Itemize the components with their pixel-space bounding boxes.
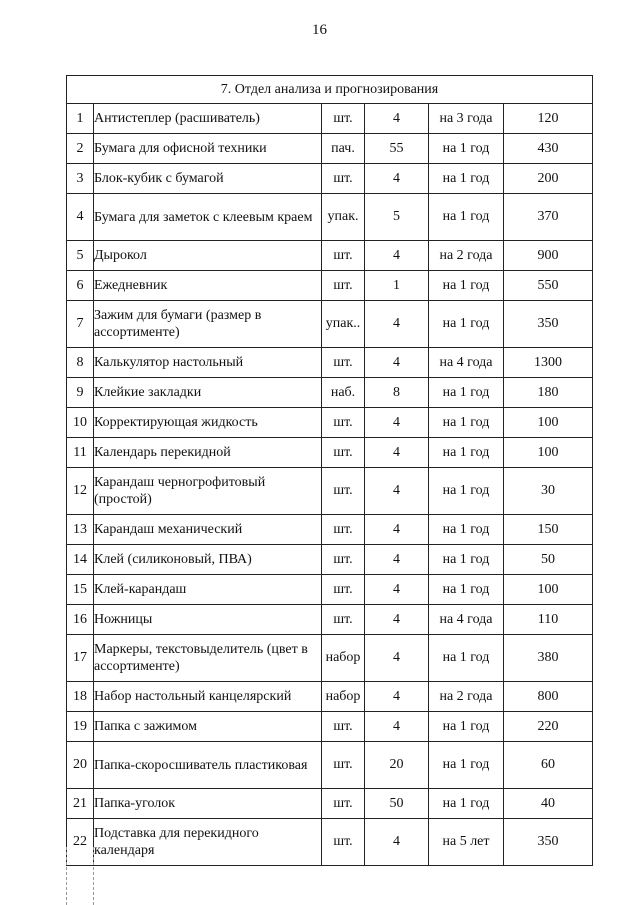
item-name: Набор настольный канцелярский <box>94 682 322 712</box>
item-name: Ножницы <box>94 605 322 635</box>
table-row <box>67 605 593 635</box>
item-name: Бумага для офисной техники <box>94 134 322 164</box>
item-unit: шт. <box>322 271 365 301</box>
item-unit: упак. <box>322 194 365 241</box>
row-number: 20 <box>67 742 94 789</box>
item-term: на 1 год <box>429 468 504 515</box>
item-quantity: 50 <box>365 789 429 819</box>
table-row <box>67 194 593 241</box>
item-quantity: 5 <box>365 194 429 241</box>
item-quantity: 4 <box>365 605 429 635</box>
item-price: 1300 <box>504 348 593 378</box>
item-quantity: 4 <box>365 301 429 348</box>
item-term: на 1 год <box>429 515 504 545</box>
item-name: Клей-карандаш <box>94 575 322 605</box>
item-term: на 1 год <box>429 378 504 408</box>
table-row <box>67 348 593 378</box>
table-continuation <box>66 847 592 905</box>
row-number: 4 <box>67 194 94 241</box>
row-number: 5 <box>67 241 94 271</box>
row-number: 9 <box>67 378 94 408</box>
item-term: на 1 год <box>429 134 504 164</box>
supplies-table <box>66 75 593 866</box>
item-unit: наб. <box>322 378 365 408</box>
row-number: 15 <box>67 575 94 605</box>
item-price: 50 <box>504 545 593 575</box>
row-number: 11 <box>67 438 94 468</box>
item-quantity: 4 <box>365 515 429 545</box>
item-name: Ежедневник <box>94 271 322 301</box>
item-quantity: 4 <box>365 241 429 271</box>
row-number: 18 <box>67 682 94 712</box>
item-quantity: 4 <box>365 348 429 378</box>
item-unit: шт. <box>322 545 365 575</box>
item-term: на 1 год <box>429 575 504 605</box>
table-row <box>67 438 593 468</box>
item-price: 100 <box>504 438 593 468</box>
item-quantity: 4 <box>365 545 429 575</box>
row-number: 6 <box>67 271 94 301</box>
row-number: 21 <box>67 789 94 819</box>
item-unit: шт. <box>322 348 365 378</box>
table-row <box>67 635 593 682</box>
item-price: 350 <box>504 301 593 348</box>
item-unit: шт. <box>322 575 365 605</box>
item-name: Клей (силиконовый, ПВА) <box>94 545 322 575</box>
item-term: на 1 год <box>429 164 504 194</box>
table-row <box>67 164 593 194</box>
item-name: Калькулятор настольный <box>94 348 322 378</box>
item-quantity: 4 <box>365 104 429 134</box>
item-term: на 4 года <box>429 605 504 635</box>
item-name: Зажим для бумаги (размер в ассортименте) <box>94 301 322 348</box>
item-price: 430 <box>504 134 593 164</box>
item-quantity: 4 <box>365 635 429 682</box>
item-term: на 4 года <box>429 348 504 378</box>
table-row <box>67 515 593 545</box>
item-price: 380 <box>504 635 593 682</box>
item-unit: шт. <box>322 241 365 271</box>
row-number: 10 <box>67 408 94 438</box>
item-unit: шт. <box>322 742 365 789</box>
item-price: 180 <box>504 378 593 408</box>
table-row <box>67 742 593 789</box>
table-row <box>67 682 593 712</box>
row-number: 3 <box>67 164 94 194</box>
item-unit: пач. <box>322 134 365 164</box>
item-price: 800 <box>504 682 593 712</box>
item-unit: шт. <box>322 104 365 134</box>
item-quantity: 4 <box>365 438 429 468</box>
item-price: 150 <box>504 515 593 545</box>
row-number: 17 <box>67 635 94 682</box>
item-term: на 1 год <box>429 635 504 682</box>
item-name: Маркеры, текстовыделитель (цвет в ассортименте) <box>94 635 322 682</box>
item-quantity: 4 <box>365 575 429 605</box>
row-number: 1 <box>67 104 94 134</box>
item-unit: шт. <box>322 819 365 866</box>
item-unit: набор <box>322 635 365 682</box>
item-price: 900 <box>504 241 593 271</box>
item-term: на 1 год <box>429 789 504 819</box>
item-unit: набор <box>322 682 365 712</box>
item-name: Подставка для перекидного календаря <box>94 819 322 866</box>
table-row <box>67 545 593 575</box>
table-row <box>67 104 593 134</box>
item-price: 120 <box>504 104 593 134</box>
item-name: Папка-скоросшиватель пластиковая <box>94 742 322 789</box>
item-quantity: 55 <box>365 134 429 164</box>
item-term: на 1 год <box>429 712 504 742</box>
item-quantity: 4 <box>365 468 429 515</box>
section-title: 7. Отдел анализа и прогнозирования <box>67 76 593 104</box>
table-row <box>67 271 593 301</box>
item-unit: шт. <box>322 712 365 742</box>
page-number: 16 <box>312 22 327 38</box>
item-name: Карандаш черногрофитовый (простой) <box>94 468 322 515</box>
item-price: 550 <box>504 271 593 301</box>
row-number: 19 <box>67 712 94 742</box>
item-unit: шт. <box>322 164 365 194</box>
item-price: 30 <box>504 468 593 515</box>
item-price: 370 <box>504 194 593 241</box>
table-row <box>67 712 593 742</box>
item-price: 110 <box>504 605 593 635</box>
table-row <box>67 408 593 438</box>
item-quantity: 4 <box>365 408 429 438</box>
item-name: Блок-кубик с бумагой <box>94 164 322 194</box>
item-price: 220 <box>504 712 593 742</box>
item-unit: шт. <box>322 438 365 468</box>
item-term: на 1 год <box>429 271 504 301</box>
row-number: 14 <box>67 545 94 575</box>
item-term: на 2 года <box>429 682 504 712</box>
row-number: 22 <box>67 819 94 866</box>
item-unit: шт. <box>322 408 365 438</box>
item-quantity: 4 <box>365 712 429 742</box>
table-row <box>67 575 593 605</box>
item-unit: шт. <box>322 789 365 819</box>
item-term: на 1 год <box>429 408 504 438</box>
item-term: на 1 год <box>429 194 504 241</box>
item-name: Карандаш механический <box>94 515 322 545</box>
table-row <box>67 378 593 408</box>
item-name: Антистеплер (расшиватель) <box>94 104 322 134</box>
item-name: Папка-уголок <box>94 789 322 819</box>
item-quantity: 1 <box>365 271 429 301</box>
item-unit: шт. <box>322 515 365 545</box>
row-number: 12 <box>67 468 94 515</box>
item-term: на 5 лет <box>429 819 504 866</box>
item-price: 100 <box>504 575 593 605</box>
item-unit: шт. <box>322 605 365 635</box>
section-header-row <box>67 76 593 104</box>
row-number: 13 <box>67 515 94 545</box>
item-term: на 2 года <box>429 241 504 271</box>
table-row <box>67 301 593 348</box>
item-name: Корректирующая жидкость <box>94 408 322 438</box>
table-row <box>67 468 593 515</box>
table-row <box>67 134 593 164</box>
item-quantity: 4 <box>365 164 429 194</box>
item-name: Клейкие закладки <box>94 378 322 408</box>
item-name: Папка с зажимом <box>94 712 322 742</box>
item-term: на 1 год <box>429 438 504 468</box>
item-quantity: 4 <box>365 819 429 866</box>
item-unit: упак.. <box>322 301 365 348</box>
item-name: Бумага для заметок с клеевым краем <box>94 194 322 241</box>
item-name: Календарь перекидной <box>94 438 322 468</box>
row-number: 7 <box>67 301 94 348</box>
row-number: 2 <box>67 134 94 164</box>
item-price: 100 <box>504 408 593 438</box>
table-row <box>67 241 593 271</box>
item-term: на 1 год <box>429 301 504 348</box>
item-term: на 1 год <box>429 742 504 789</box>
row-number: 8 <box>67 348 94 378</box>
item-unit: шт. <box>322 468 365 515</box>
item-price: 60 <box>504 742 593 789</box>
table-row <box>67 789 593 819</box>
item-quantity: 8 <box>365 378 429 408</box>
item-name: Дырокол <box>94 241 322 271</box>
item-price: 200 <box>504 164 593 194</box>
item-term: на 1 год <box>429 545 504 575</box>
item-quantity: 4 <box>365 682 429 712</box>
item-price: 40 <box>504 789 593 819</box>
row-number: 16 <box>67 605 94 635</box>
item-quantity: 20 <box>365 742 429 789</box>
item-term: на 3 года <box>429 104 504 134</box>
item-price: 350 <box>504 819 593 866</box>
